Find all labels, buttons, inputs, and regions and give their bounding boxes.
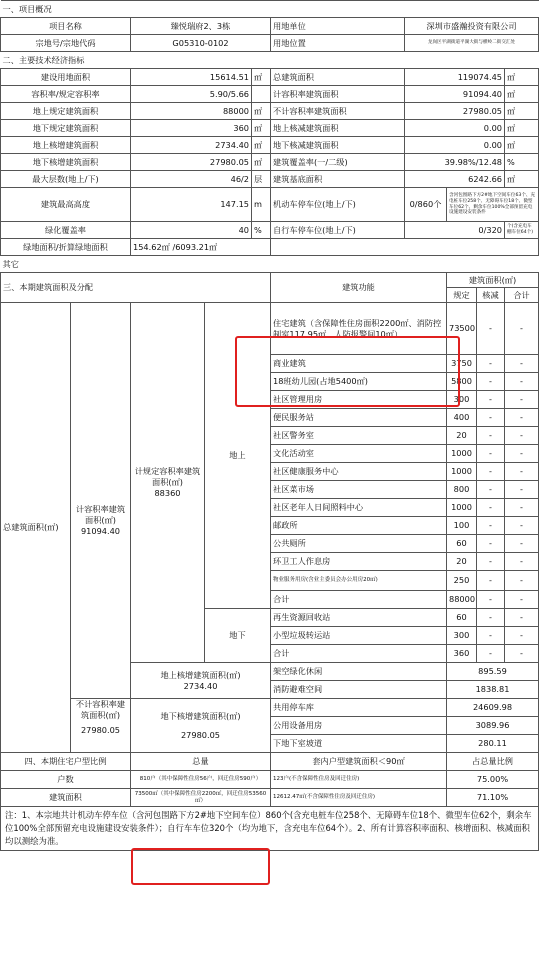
below-ground-label: 地下 (205, 609, 271, 663)
above-ground-label: 地上 (205, 303, 271, 609)
col-total: 合计 (505, 288, 539, 303)
land-unit: 深圳市盛瀚投资有限公司 (405, 18, 539, 35)
function-name: 物业服务用房(含业主委员会办公用房20㎡) (271, 571, 447, 591)
indicator-unit: ㎡ (252, 154, 271, 171)
indicator-label: 总建筑面积 (271, 69, 405, 86)
area-row (1, 699, 539, 717)
indicator-label: 建筑基底面积 (271, 171, 405, 188)
function-name: 合计 (271, 645, 447, 663)
unit-ratio-row (1, 771, 539, 789)
function-reduce: - (477, 609, 505, 627)
indicator-unit: % (505, 154, 539, 171)
green-value: 40 (131, 222, 252, 239)
nonfar-area-value: 27980.05 (80, 725, 121, 735)
under-item-name: 共用停车库 (271, 699, 447, 717)
under-item-value: 3089.96 (447, 717, 539, 735)
function-reduce: - (477, 303, 505, 355)
land-unit-label: 用地单位 (271, 18, 405, 35)
unit-ratio-small: 123户(不含保障性住房及回迁住房) (271, 771, 447, 789)
function-reduce: - (477, 553, 505, 571)
indicator-value: 2734.40 (131, 137, 252, 154)
indicator-label: 建设用地面积 (1, 69, 131, 86)
total-header: 总量 (131, 753, 271, 771)
function-total: - (505, 627, 539, 645)
function-reduce: - (477, 463, 505, 481)
indicator-value: 88000 (131, 103, 252, 120)
function-name: 合计 (271, 591, 447, 609)
parking-value: 0/860个 (405, 188, 447, 222)
indicator-label: 地上规定建筑面积 (1, 103, 131, 120)
indicator-label: 容积率/规定容积率 (1, 86, 131, 103)
indicator-value: 46/2 (131, 171, 252, 188)
section-3-title: 三、本期建筑面积及分配 (1, 273, 271, 303)
indicator-unit (252, 86, 271, 103)
function-total: - (505, 409, 539, 427)
unit-ratio-small: 12612.47㎡(不含保障性住房及回迁住房) (271, 789, 447, 807)
function-total: - (505, 427, 539, 445)
indicator-value: 360 (131, 120, 252, 137)
far-area-label: 计容积率建筑面积(㎡) (75, 504, 126, 525)
increase-item-name: 消防避难空间 (271, 681, 447, 699)
unit-ratio-total: 810户（其中保障性住房56户，回迁住房590户） (131, 771, 271, 789)
function-reduce: - (477, 481, 505, 499)
function-name: 公共厕所 (271, 535, 447, 553)
increase-item-value: 895.59 (447, 663, 539, 681)
indicator-row (1, 69, 539, 86)
indicator-label: 计容积率建筑面积 (271, 86, 405, 103)
increase-area-cell (131, 663, 271, 699)
under-increase-value: 27980.05 (180, 729, 221, 740)
function-reduce: - (477, 499, 505, 517)
green-unit: % (252, 222, 271, 239)
parcel: G05310-0102 (131, 35, 271, 52)
other-title: 其它 (1, 256, 539, 273)
small-unit-header: 套内户型建筑面积＜90㎡ (271, 753, 447, 771)
nonfar-area-cell (71, 699, 131, 753)
function-name: 商业建筑 (271, 355, 447, 373)
green-label: 绿化覆盖率 (1, 222, 131, 239)
indicator-label: 地下规定建筑面积 (1, 120, 131, 137)
indicator-row (1, 171, 539, 188)
function-total: - (505, 445, 539, 463)
function-reduce: - (477, 571, 505, 591)
indicator-unit: ㎡ (252, 103, 271, 120)
indicator-value: 6242.66 (405, 171, 505, 188)
indicator-value: 27980.05 (131, 154, 252, 171)
indicator-unit: ㎡ (252, 137, 271, 154)
function-name: 便民服务站 (271, 409, 447, 427)
land-location: 龙岗区平湖街道平湖大街与横岭二街交汇处 (405, 35, 539, 52)
indicator-unit: ㎡ (505, 120, 539, 137)
col-reduce: 核减 (477, 288, 505, 303)
function-plan: 3750 (447, 355, 477, 373)
unit-ratio-percent: 75.00% (447, 771, 539, 789)
function-plan: 20 (447, 553, 477, 571)
spec-area-cell (131, 303, 205, 663)
function-total: - (505, 373, 539, 391)
function-name: 18班幼儿园(占地5400㎡) (271, 373, 447, 391)
function-name: 社区老年人日间照料中心 (271, 499, 447, 517)
section-4-title: 四、本期住宅户型比例 (1, 753, 131, 771)
indicator-label: 最大层数(地上/下) (1, 171, 131, 188)
indicator-unit: ㎡ (505, 137, 539, 154)
unit-ratio-label: 户数 (1, 771, 131, 789)
function-plan: 400 (447, 409, 477, 427)
function-total: - (505, 535, 539, 553)
function-name: 邮政所 (271, 517, 447, 535)
function-plan: 1000 (447, 445, 477, 463)
function-reduce: - (477, 427, 505, 445)
function-name: 住宅建筑（含保障性住房面积2200㎡、消防控制室117.95㎡、人防报警间10㎡） (271, 303, 447, 355)
indicator-row (1, 154, 539, 171)
unit-ratio-row (1, 789, 539, 807)
indicator-unit: ㎡ (505, 103, 539, 120)
under-item-name: 公用设备用房 (271, 717, 447, 735)
function-plan: 250 (447, 571, 477, 591)
function-plan: 73500 (447, 303, 477, 355)
green-area-value: 154.62㎡ /6093.21㎡ (131, 239, 271, 256)
bike-label: 自行车停车位(地上/下) (271, 222, 405, 239)
indicator-value: 39.98%/12.48 (405, 154, 505, 171)
function-reduce: - (477, 373, 505, 391)
function-name: 社区健康服务中心 (271, 463, 447, 481)
height-value: 147.15 (131, 188, 252, 222)
indicator-label: 不计容积率建筑面积 (271, 103, 405, 120)
function-total: - (505, 355, 539, 373)
footnote: 注：1、本宗地共计机动车停车位（含河包围路下方2#地下空间车位）860个(含充电桩车位258个、无障碍车位18个、微型车位62个，剩余车位100%全部预留充电设施建设安装条件）；自行车车位320个（均为地下，含充电车位64个）。2、所有计算容积率面积、核增面积、核减面积均以测绘为准。 (1, 807, 539, 851)
parking-label: 机动车停车位(地上/下) (271, 188, 405, 222)
function-reduce: - (477, 517, 505, 535)
function-reduce: - (477, 535, 505, 553)
function-name: 环卫工人作息房 (271, 553, 447, 571)
under-item-value: 24609.98 (447, 699, 539, 717)
far-area-value: 91094.40 (80, 526, 121, 536)
nonfar-area-label: 不计容积率建筑面积(㎡) (75, 699, 126, 720)
under-increase-cell (131, 699, 271, 753)
indicator-unit: ㎡ (505, 69, 539, 86)
function-total: - (505, 463, 539, 481)
indicator-unit: 层 (252, 171, 271, 188)
bike-value: 0/320 (405, 222, 505, 239)
function-plan: 800 (447, 481, 477, 499)
function-total: - (505, 517, 539, 535)
land-location-label: 用地位置 (271, 35, 405, 52)
function-reduce: - (477, 409, 505, 427)
height-label: 建筑最高高度 (1, 188, 131, 222)
function-total: - (505, 553, 539, 571)
function-name: 社区菜市场 (271, 481, 447, 499)
function-name: 再生资源回收站 (271, 609, 447, 627)
indicator-label: 地下核增建筑面积 (1, 154, 131, 171)
function-reduce: - (477, 445, 505, 463)
function-total: - (505, 303, 539, 355)
spec-area-value: 88360 (154, 488, 181, 498)
unit-ratio-rows (1, 753, 539, 807)
function-plan: 20 (447, 427, 477, 445)
indicator-label: 地下核减建筑面积 (271, 137, 405, 154)
increase-area-value: 2734.40 (183, 680, 218, 691)
function-header: 建筑功能 (271, 273, 447, 303)
function-name: 文化活动室 (271, 445, 447, 463)
indicator-value: 91094.40 (405, 86, 505, 103)
highlight-box-residential (235, 336, 460, 407)
function-plan: 88000 (447, 591, 477, 609)
indicator-value: 0.00 (405, 137, 505, 154)
indicator-value: 119074.45 (405, 69, 505, 86)
indicator-unit: ㎡ (252, 69, 271, 86)
function-total: - (505, 571, 539, 591)
indicator-label: 建筑覆盖率(一/二级) (271, 154, 405, 171)
function-plan: 1000 (447, 499, 477, 517)
function-plan: 300 (447, 391, 477, 409)
function-plan: 100 (447, 517, 477, 535)
under-item-name: 下地下室坡道 (271, 735, 447, 753)
increase-area-label: 地上核增建筑面积(㎡) (160, 669, 241, 680)
function-plan: 5800 (447, 373, 477, 391)
function-plan: 60 (447, 535, 477, 553)
height-unit: m (252, 188, 271, 222)
function-reduce: - (477, 355, 505, 373)
function-name: 社区管理用房 (271, 391, 447, 409)
area-header: 建筑面积(㎡) (447, 273, 539, 288)
indicator-value: 15614.51 (131, 69, 252, 86)
unit-ratio-label: 建筑面积 (1, 789, 131, 807)
indicator-value: 27980.05 (405, 103, 505, 120)
indicator-row (1, 137, 539, 154)
indicator-rows (1, 69, 539, 188)
section-1-title: 一、项目概况 (1, 1, 539, 18)
increase-item-value: 1838.81 (447, 681, 539, 699)
function-plan: 360 (447, 645, 477, 663)
under-item-value: 280.11 (447, 735, 539, 753)
under-increase-label: 地下核增建筑面积(㎡) (160, 710, 241, 721)
function-reduce: - (477, 391, 505, 409)
unit-ratio-total: 73500㎡（其中保障性住房2200㎡，回迁住房53560㎡） (131, 789, 271, 807)
col-plan: 规定 (447, 288, 477, 303)
function-total: - (505, 481, 539, 499)
parcel-label: 宗地号/宗地代码 (1, 35, 131, 52)
bike-note: 个(含充电车棚车位64个) (505, 222, 539, 239)
function-total: - (505, 591, 539, 609)
project-name-label: 项目名称 (1, 18, 131, 35)
indicator-value: 5.90/5.66 (131, 86, 252, 103)
function-reduce: - (477, 627, 505, 645)
spec-area-label: 计规定容积率建筑面积(㎡) (134, 466, 201, 487)
function-total: - (505, 645, 539, 663)
parking-note: 含河包围路下方2#地下空间车位63个、充电桩车位258个、无障碍车位18个、微型车位62个、剩余车位100%全部预留充电设施建设安装条件 (447, 188, 539, 222)
function-plan: 300 (447, 627, 477, 645)
indicator-unit: ㎡ (505, 86, 539, 103)
indicator-row (1, 86, 539, 103)
highlight-box-households (131, 848, 270, 885)
function-total: - (505, 391, 539, 409)
indicator-row (1, 120, 539, 137)
section-2-title: 二、主要技术经济指标 (1, 52, 539, 69)
function-reduce: - (477, 591, 505, 609)
ratio-header: 占总量比例 (447, 753, 539, 771)
total-area-label: 总建筑面积(㎡) (1, 303, 71, 753)
function-total: - (505, 609, 539, 627)
indicator-row (1, 103, 539, 120)
function-plan: 60 (447, 609, 477, 627)
function-plan: 1000 (447, 463, 477, 481)
indicator-value: 0.00 (405, 120, 505, 137)
project-name: 臻悦瑞府2、3栋 (131, 18, 271, 35)
indicator-label: 地上核增建筑面积 (1, 137, 131, 154)
far-area-cell (71, 303, 131, 699)
function-reduce: - (477, 645, 505, 663)
function-total: - (505, 499, 539, 517)
indicator-label: 地上核减建筑面积 (271, 120, 405, 137)
indicator-unit: ㎡ (505, 171, 539, 188)
unit-ratio-percent: 71.10% (447, 789, 539, 807)
function-name: 社区警务室 (271, 427, 447, 445)
green-area-label: 绿地面积/折算绿地面积 (1, 239, 131, 256)
function-name: 小型垃圾转运站 (271, 627, 447, 645)
indicator-unit: ㎡ (252, 120, 271, 137)
increase-item-name: 架空绿化休闲 (271, 663, 447, 681)
